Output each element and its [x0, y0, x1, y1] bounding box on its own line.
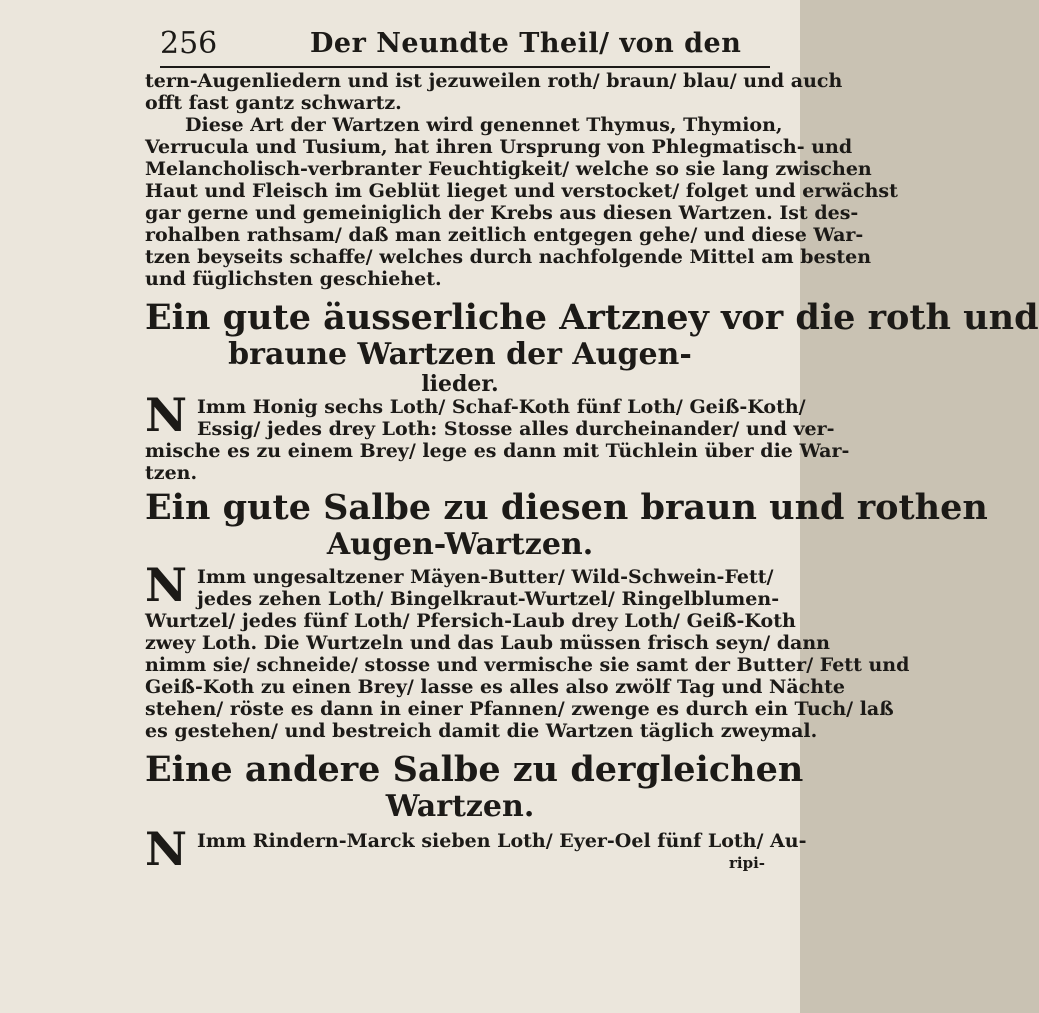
catchword: ripi-	[728, 854, 765, 872]
text-line: tzen beyseits schaffe/ welches durch nachfolgende Mittel am besten	[145, 246, 872, 268]
drop-cap: N	[145, 388, 188, 442]
intro-paragraph	[145, 70, 898, 290]
text-line: Imm Honig sechs Loth/ Schaf-Koth fünf Loth/ Geiß-Koth/	[197, 396, 806, 418]
section-heading: braune Wartzen der Augen-	[228, 337, 692, 372]
text-line: tzen.	[145, 462, 198, 484]
text-line: mische es zu einem Brey/ lege es dann mit Tüchlein über die War-	[145, 440, 850, 462]
recipe-paragraph	[145, 558, 910, 742]
text-line: Imm Rindern-Marck sieben Loth/ Eyer-Oel fünf Loth/ Au-	[197, 830, 807, 852]
text-line: jedes zehen Loth/ Bingelkraut-Wurtzel/ Ringelblumen-	[197, 588, 780, 610]
page-header	[160, 22, 770, 68]
text-line: Haut und Fleisch im Geblüt lieget und verstocket/ folget und erwächst	[145, 180, 898, 202]
text-line: stehen/ röste es dann in einer Pfannen/ zwenge es durch ein Tuch/ laß	[145, 698, 894, 720]
recipe-paragraph	[145, 388, 850, 484]
text-line: und füglichsten geschiehet.	[145, 268, 442, 290]
text-line: Wurtzel/ jedes fünf Loth/ Pfersich-Laub drey Loth/ Geiß-Koth	[145, 610, 796, 632]
text-line: es gestehen/ und bestreich damit die Wartzen täglich zweymal.	[145, 720, 818, 742]
text-line: zwey Loth. Die Wurtzeln und das Laub müssen frisch seyn/ dann	[145, 632, 830, 654]
text-line: nimm sie/ schneide/ stosse und vermische sie samt der Butter/ Fett und	[145, 654, 910, 676]
text-line: rohalben rathsam/ daß man zeitlich entgegen gehe/ und diese War-	[145, 224, 864, 246]
section-heading: Ein gute Salbe zu diesen braun und rothen	[145, 487, 988, 528]
drop-cap: N	[145, 558, 188, 612]
section-heading: Wartzen.	[385, 789, 535, 824]
section-heading: Augen-Wartzen.	[326, 527, 594, 562]
text-line: Diese Art der Wartzen wird genennet Thymus, Thymion,	[185, 114, 783, 136]
running-title: Der Neundte Theil/ von den	[310, 28, 742, 59]
text-line: Melancholisch-verbranter Feuchtigkeit/ welche so sie lang zwischen	[145, 158, 872, 180]
text-line: Imm ungesaltzener Mäyen-Butter/ Wild-Schwein-Fett/	[197, 566, 774, 588]
recipe-paragraph	[145, 822, 807, 876]
page-body	[145, 70, 1039, 876]
section-heading: Eine andere Salbe zu dergleichen	[145, 749, 804, 790]
text-line: Essig/ jedes drey Loth: Stosse alles durcheinander/ und ver-	[197, 418, 835, 440]
page-number: 256	[160, 26, 218, 61]
text-line: gar gerne und gemeiniglich der Krebs aus diesen Wartzen. Ist des-	[145, 202, 859, 224]
section-heading: lieder.	[421, 371, 499, 397]
text-line: Verrucula und Tusium, hat ihren Ursprung von Phlegmatisch- und	[145, 136, 853, 158]
text-line: Geiß-Koth zu einen Brey/ lasse es alles also zwölf Tag und Nächte	[145, 676, 845, 698]
text-line: offt fast gantz schwartz.	[145, 92, 402, 114]
section-heading: Ein gute äusserliche Artzney vor die roth und	[145, 297, 1039, 338]
text-line: tern-Augenliedern und ist jezuweilen roth/ braun/ blau/ und auch	[145, 70, 843, 92]
drop-cap: N	[145, 822, 188, 876]
